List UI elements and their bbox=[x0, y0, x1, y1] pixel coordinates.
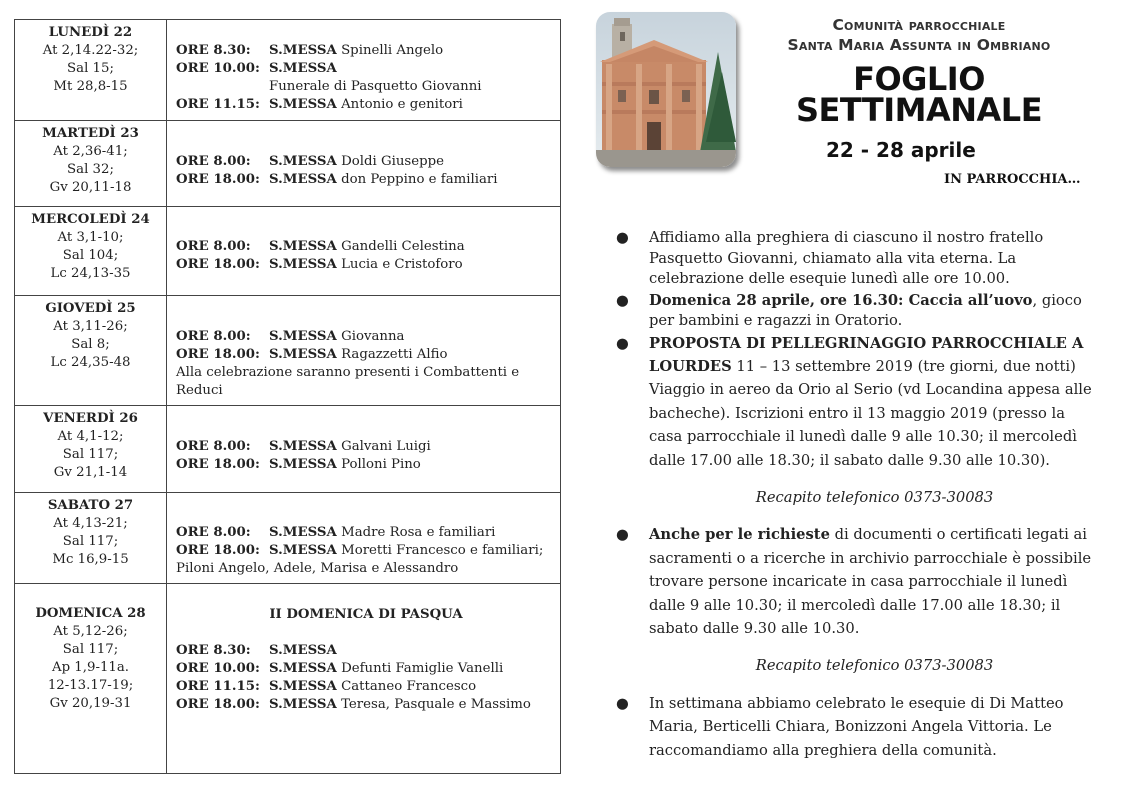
reading: At 3,11-26; bbox=[53, 319, 128, 334]
mass-intention: Antonio e genitori bbox=[341, 97, 463, 112]
mass-entry bbox=[176, 696, 556, 714]
notice-item bbox=[616, 228, 1100, 290]
mass-list bbox=[176, 153, 556, 189]
mass-kind: S.MESSA bbox=[269, 97, 337, 112]
schedule-row-saturday bbox=[15, 492, 560, 583]
schedule-row-monday bbox=[15, 20, 560, 120]
mass-intention: Gandelli Celestina bbox=[341, 239, 465, 254]
mass-entry bbox=[176, 153, 556, 171]
mass-kind: S.MESSA bbox=[269, 172, 337, 187]
mass-time: ORE 8.00: bbox=[176, 525, 251, 540]
mass-intention: Moretti Francesco e familiari; bbox=[341, 543, 544, 558]
notice-text: di documenti o certificati legati ai sacramenti o a ricerche in archivio parrocchiale è possibile trovare persone incaricate in casa parrocchiale il lunedì dalle 9 alle 10.30; il mercoledì dalle 17.00 alle 18.30; il sabato dalle 9.30 alle 10.30. bbox=[649, 526, 1092, 637]
mass-kind: S.MESSA bbox=[269, 661, 337, 676]
mass-continuation: Funerale di Pasquetto Giovanni bbox=[269, 79, 482, 94]
mass-list bbox=[176, 42, 556, 114]
mass-kind: S.MESSA bbox=[269, 643, 337, 658]
mass-list bbox=[176, 438, 556, 474]
mass-intention: Lucia e Cristoforo bbox=[341, 257, 463, 272]
mass-entry bbox=[176, 256, 556, 274]
reading: Ap 1,9-11a. bbox=[51, 660, 130, 675]
mass-intention: Teresa, Pasquale e Massimo bbox=[341, 697, 531, 712]
notice-highlight: PROPOSTA DI PELLEGRINAGGIO PARROCCHIALE A LOURDES bbox=[649, 334, 1084, 375]
day-name: SABATO 27 bbox=[47, 498, 134, 513]
bulletin-title bbox=[760, 60, 1078, 129]
mass-kind: S.MESSA bbox=[269, 257, 337, 272]
week-dates: 22 - 28 aprile bbox=[826, 138, 976, 162]
reading: Mt 28,8-15 bbox=[53, 79, 128, 94]
reading: At 3,1-10; bbox=[57, 230, 124, 245]
mass-entry bbox=[176, 42, 556, 60]
mass-kind: S.MESSA bbox=[269, 439, 337, 454]
mass-time: ORE 8.00: bbox=[176, 154, 251, 169]
mass-intention: don Peppino e familiari bbox=[341, 172, 498, 187]
mass-intention: Polloni Pino bbox=[341, 457, 421, 472]
reading: 12-13.17-19; bbox=[47, 678, 134, 693]
day-name: GIOVEDÌ 25 bbox=[45, 301, 136, 316]
mass-list bbox=[176, 328, 556, 400]
reading: At 2,14.22-32; bbox=[42, 43, 139, 58]
reading: Sal 15; bbox=[67, 61, 114, 76]
mass-entry bbox=[176, 678, 556, 696]
mass-kind: S.MESSA bbox=[269, 543, 337, 558]
mass-time: ORE 18.00: bbox=[176, 457, 260, 472]
day-name: VENERDÌ 26 bbox=[43, 411, 138, 426]
reading: Sal 117; bbox=[62, 534, 119, 549]
mass-note: Piloni Angelo, Adele, Marisa e Alessandro bbox=[176, 561, 459, 576]
mass-entry bbox=[176, 660, 556, 678]
mass-time: ORE 10.00: bbox=[176, 661, 260, 676]
community-name bbox=[760, 15, 1078, 55]
mass-time: ORE 11.15: bbox=[176, 97, 260, 112]
mass-intention: Ragazzetti Alfio bbox=[341, 347, 448, 362]
reading: At 2,36-41; bbox=[53, 144, 128, 159]
mass-kind: S.MESSA bbox=[269, 679, 337, 694]
bullet-icon: ● bbox=[616, 334, 629, 352]
notice-text: In settimana abbiamo celebrato le esequie di Di Matteo Maria, Berticelli Chiara, Bonizzoni Angela Vittoria. Le raccomandiamo alla preghiera della comunità. bbox=[649, 694, 1064, 759]
mass-entry bbox=[176, 642, 556, 660]
day-cell bbox=[15, 406, 167, 492]
reading: Sal 8; bbox=[71, 337, 110, 352]
reading: At 4,1-12; bbox=[57, 429, 124, 444]
mass-kind: S.MESSA bbox=[269, 61, 337, 76]
notice-text: , gioco per bambini e ragazzi in Oratorio. bbox=[649, 291, 1082, 329]
mass-note: Alla celebrazione saranno presenti i Combattenti e Reduci bbox=[176, 365, 520, 398]
mass-list bbox=[176, 524, 556, 578]
mass-time: ORE 8.00: bbox=[176, 439, 251, 454]
day-name: MERCOLEDÌ 24 bbox=[31, 212, 150, 227]
reading: Sal 104; bbox=[62, 248, 119, 263]
mass-kind: S.MESSA bbox=[269, 697, 337, 712]
schedule-row-thursday bbox=[15, 295, 560, 405]
bullet-icon: ● bbox=[616, 291, 629, 309]
day-name: LUNEDÌ 22 bbox=[48, 25, 133, 40]
notice-item bbox=[616, 291, 1100, 332]
bullet-icon: ● bbox=[616, 229, 629, 246]
mass-entry bbox=[176, 96, 556, 114]
mass-schedule-table bbox=[14, 19, 561, 774]
section-heading: IN PARROCCHIA… bbox=[944, 172, 1081, 187]
reading: At 5,12-26; bbox=[53, 624, 128, 639]
mass-entry bbox=[176, 438, 556, 456]
schedule-row-wednesday bbox=[15, 206, 560, 295]
mass-entry bbox=[176, 524, 556, 542]
day-cell bbox=[15, 20, 167, 120]
mass-intention: Doldi Giuseppe bbox=[341, 154, 445, 169]
mass-intention: Cattaneo Francesco bbox=[341, 679, 477, 694]
day-cell bbox=[15, 296, 167, 405]
schedule-row-sunday bbox=[15, 583, 560, 773]
day-name: MARTEDÌ 23 bbox=[42, 126, 139, 141]
reading: Sal 117; bbox=[62, 642, 119, 657]
liturgical-day-title: II DOMENICA DI PASQUA bbox=[269, 607, 463, 622]
contact-phone: Recapito telefonico 0373-30083 bbox=[755, 488, 994, 506]
notice-text: 11 – 13 settembre 2019 (tre giorni, due notti) Viaggio in aereo da Orio al Serio (vd Locandina appesa alle bacheche). Iscrizioni entro il 13 maggio 2019 (presso la casa parrocchiale il lunedì dalle 9 alle 10.30; il mercoledì dalle 17.00 alle 18.30; il sabato dalle 9.30 alle 10.30). bbox=[649, 357, 1092, 469]
mass-intention: Galvani Luigi bbox=[341, 439, 431, 454]
reading: Mc 16,9-15 bbox=[52, 552, 129, 567]
reading: Gv 20,11-18 bbox=[49, 180, 132, 195]
church-photo bbox=[596, 12, 736, 167]
mass-entry bbox=[176, 171, 556, 189]
community-line: Comunità parrocchiale bbox=[832, 16, 1006, 34]
bullet-icon: ● bbox=[616, 694, 629, 712]
mass-kind: S.MESSA bbox=[269, 457, 337, 472]
mass-time: ORE 18.00: bbox=[176, 543, 260, 558]
notice-item bbox=[616, 332, 1100, 472]
mass-kind: S.MESSA bbox=[269, 154, 337, 169]
mass-list bbox=[176, 606, 556, 714]
day-cell bbox=[15, 493, 167, 583]
mass-time: ORE 8.00: bbox=[176, 239, 251, 254]
notice-item bbox=[616, 692, 1100, 762]
church-illustration bbox=[596, 12, 736, 167]
day-cell bbox=[15, 121, 167, 206]
reading: Gv 20,19-31 bbox=[49, 696, 132, 711]
mass-intention: Defunti Famiglie Vanelli bbox=[341, 661, 504, 676]
notice-text: Affidiamo alla preghiera di ciascuno il nostro fratello Pasquetto Giovanni, chiamato alla vita eterna. La celebrazione delle esequie lunedì alle ore 10.00. bbox=[649, 229, 1044, 287]
mass-time: ORE 8.00: bbox=[176, 329, 251, 344]
mass-entry bbox=[176, 238, 556, 256]
day-name: DOMENICA 28 bbox=[35, 606, 146, 621]
mass-time: ORE 18.00: bbox=[176, 172, 260, 187]
mass-time: ORE 18.00: bbox=[176, 257, 260, 272]
community-line: Santa Maria Assunta in Ombriano bbox=[787, 36, 1051, 54]
reading: Sal 117; bbox=[62, 447, 119, 462]
notice-item bbox=[616, 523, 1100, 640]
reading: Sal 32; bbox=[67, 162, 114, 177]
mass-entry bbox=[176, 60, 556, 78]
mass-time: ORE 18.00: bbox=[176, 347, 260, 362]
mass-time: ORE 11.15: bbox=[176, 679, 260, 694]
mass-intention: Giovanna bbox=[341, 329, 405, 344]
mass-intention: Madre Rosa e familiari bbox=[341, 525, 496, 540]
reading: At 4,13-21; bbox=[53, 516, 128, 531]
mass-kind: S.MESSA bbox=[269, 347, 337, 362]
mass-kind: S.MESSA bbox=[269, 329, 337, 344]
reading: Lc 24,35-48 bbox=[50, 355, 131, 370]
mass-time: ORE 18.00: bbox=[176, 697, 260, 712]
mass-entry bbox=[176, 346, 556, 364]
mass-entry bbox=[176, 456, 556, 474]
contact-phone: Recapito telefonico 0373-30083 bbox=[755, 657, 994, 675]
title-line: SETTIMANALE bbox=[795, 91, 1043, 129]
mass-intention: Spinelli Angelo bbox=[341, 43, 444, 58]
mass-time: ORE 10.00: bbox=[176, 61, 260, 76]
notices-list bbox=[616, 228, 1100, 762]
mass-entry bbox=[176, 328, 556, 346]
mass-time: ORE 8.30: bbox=[176, 43, 251, 58]
mass-entry bbox=[176, 542, 556, 560]
title-line: FOGLIO bbox=[853, 60, 985, 98]
day-cell bbox=[15, 207, 167, 295]
notice-highlight: Anche per le richieste bbox=[649, 526, 830, 544]
mass-list bbox=[176, 238, 556, 274]
schedule-row-tuesday bbox=[15, 120, 560, 206]
schedule-row-friday bbox=[15, 405, 560, 492]
notice-highlight: Domenica 28 aprile, ore 16.30: Caccia all’uovo bbox=[649, 291, 1033, 309]
day-cell bbox=[15, 584, 167, 773]
mass-kind: S.MESSA bbox=[269, 43, 337, 58]
mass-kind: S.MESSA bbox=[269, 525, 337, 540]
reading: Gv 21,1-14 bbox=[53, 465, 128, 480]
bullet-icon: ● bbox=[616, 526, 629, 544]
mass-kind: S.MESSA bbox=[269, 239, 337, 254]
mass-time: ORE 8.30: bbox=[176, 643, 251, 658]
reading: Lc 24,13-35 bbox=[50, 266, 131, 281]
